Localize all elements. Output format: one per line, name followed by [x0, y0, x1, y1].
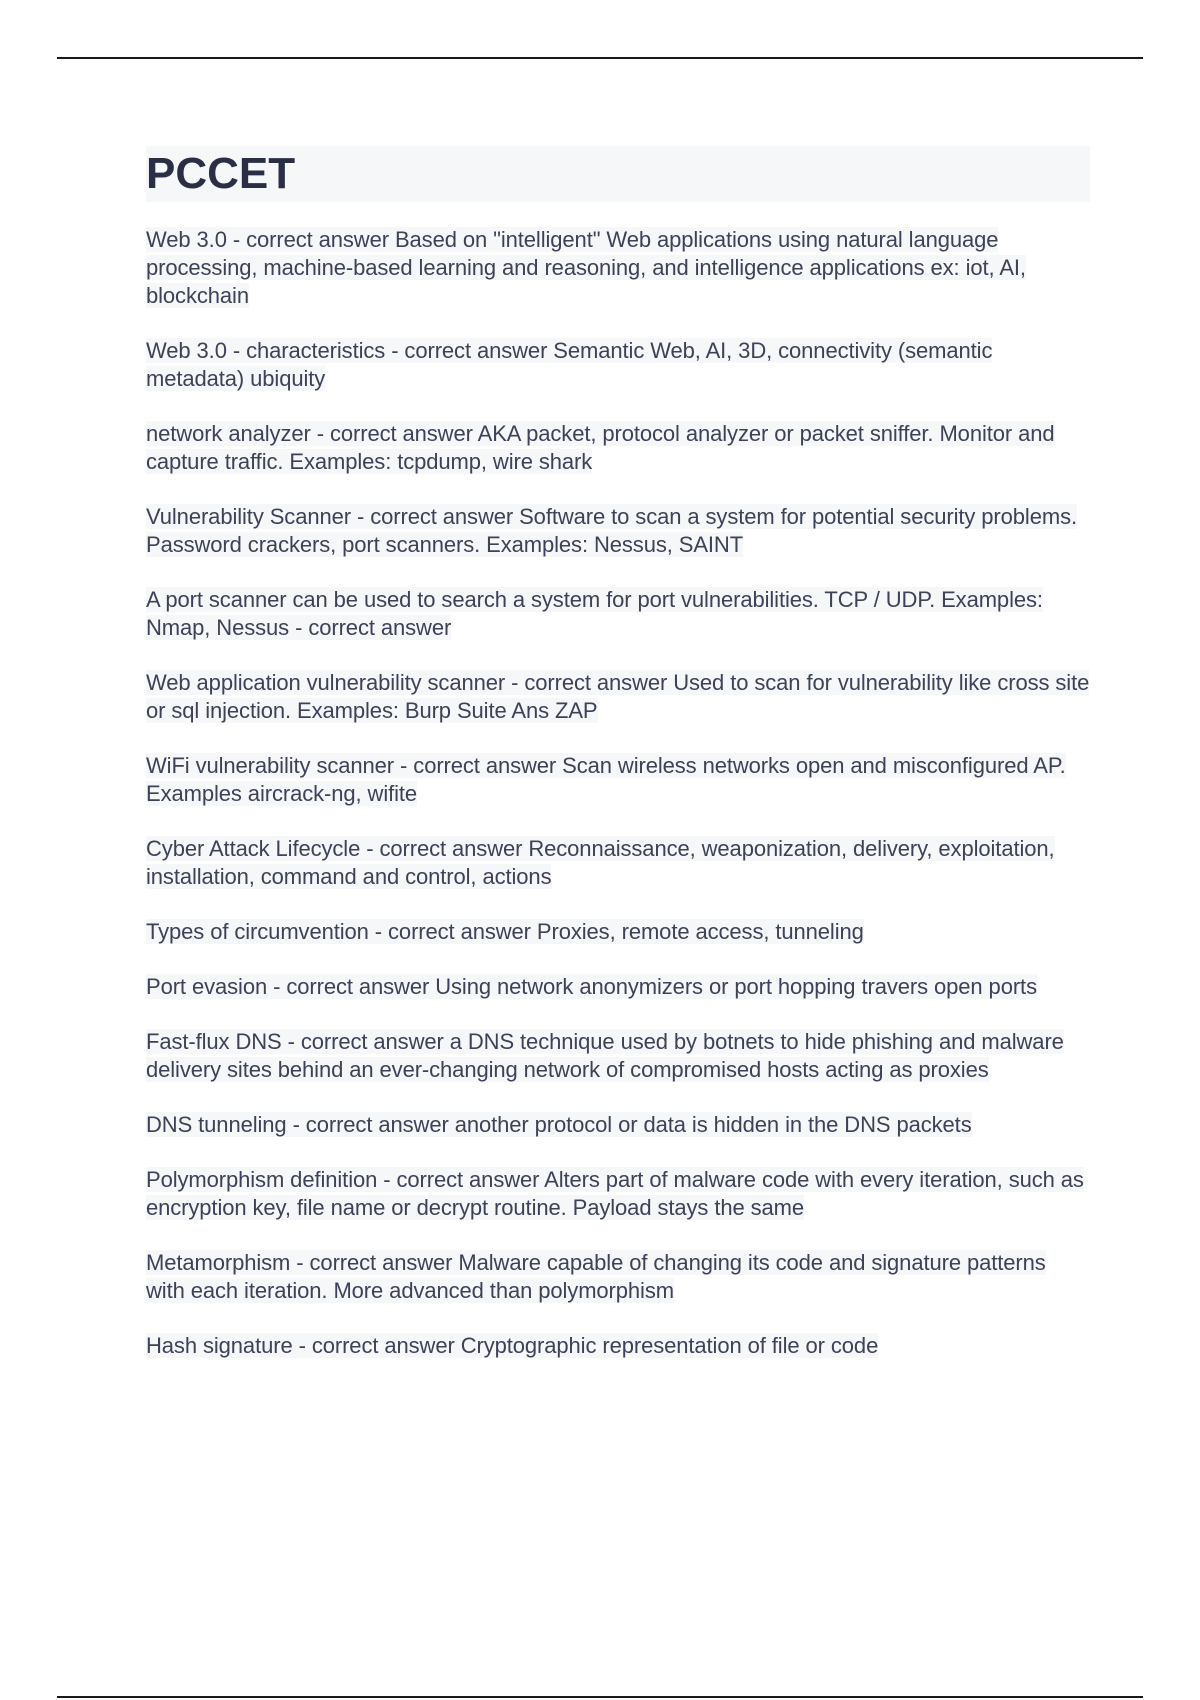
flashcard-list [146, 226, 1090, 1360]
flashcard-entry [146, 669, 1090, 725]
flashcard-entry [146, 1111, 1090, 1139]
flashcard-entry [146, 752, 1090, 808]
flashcard-entry [146, 1332, 1090, 1360]
entry-text: Web 3.0 - characteristics - correct answer Semantic Web, AI, 3D, connectivity (semantic metadata) ubiquity [146, 338, 993, 391]
entry-text: A port scanner can be used to search a system for port vulnerabilities. TCP / UDP. Examples: Nmap, Nessus - correct answer [146, 587, 1043, 640]
entry-text: Vulnerability Scanner - correct answer Software to scan a system for potential security problems. Password crackers, port scanners. Examples: Nessus, SAINT [146, 504, 1077, 557]
flashcard-entry [146, 337, 1090, 393]
flashcard-entry [146, 918, 1090, 946]
flashcard-entry [146, 1166, 1090, 1222]
entry-text: Metamorphism - correct answer Malware capable of changing its code and signature patterns with each iteration. More advanced than polymorphism [146, 1250, 1046, 1303]
flashcard-entry [146, 1028, 1090, 1084]
entry-text: Fast-flux DNS - correct answer a DNS technique used by botnets to hide phishing and malware delivery sites behind an ever-changing network of compromised hosts acting as proxies [146, 1029, 1064, 1082]
entry-text: Web 3.0 - correct answer Based on "intelligent" Web applications using natural language processing, machine-based learning and reasoning, and intelligence applications ex: iot, AI, blockchain [146, 227, 1026, 308]
flashcard-entry [146, 226, 1090, 310]
entry-text: Cyber Attack Lifecycle - correct answer Reconnaissance, weaponization, delivery, exploitation, installation, command and control, actions [146, 836, 1055, 889]
document-title: PCCET [146, 146, 1090, 202]
top-rule [57, 57, 1143, 59]
entry-text: Polymorphism definition - correct answer Alters part of malware code with every iteration, such as encryption key, file name or decrypt routine. Payload stays the same [146, 1167, 1084, 1220]
flashcard-entry [146, 973, 1090, 1001]
flashcard-entry [146, 586, 1090, 642]
flashcard-entry [146, 835, 1090, 891]
flashcard-entry [146, 503, 1090, 559]
bottom-rule [57, 1696, 1143, 1698]
entry-text: network analyzer - correct answer AKA packet, protocol analyzer or packet sniffer. Monitor and capture traffic. Examples: tcpdump, wire shark [146, 421, 1055, 474]
entry-text: DNS tunneling - correct answer another protocol or data is hidden in the DNS packets [146, 1112, 972, 1137]
flashcard-entry [146, 420, 1090, 476]
entry-text: Hash signature - correct answer Cryptographic representation of file or code [146, 1333, 879, 1358]
entry-text: Port evasion - correct answer Using network anonymizers or port hopping travers open ports [146, 974, 1037, 999]
entry-text: Web application vulnerability scanner - correct answer Used to scan for vulnerability like cross site or sql injection. Examples: Burp Suite Ans ZAP [146, 670, 1090, 723]
entry-text: WiFi vulnerability scanner - correct answer Scan wireless networks open and misconfigured AP. Examples aircrack-ng, wifite [146, 753, 1066, 806]
flashcard-entry [146, 1249, 1090, 1305]
document-body [146, 146, 1090, 1387]
entry-text: Types of circumvention - correct answer Proxies, remote access, tunneling [146, 919, 864, 944]
